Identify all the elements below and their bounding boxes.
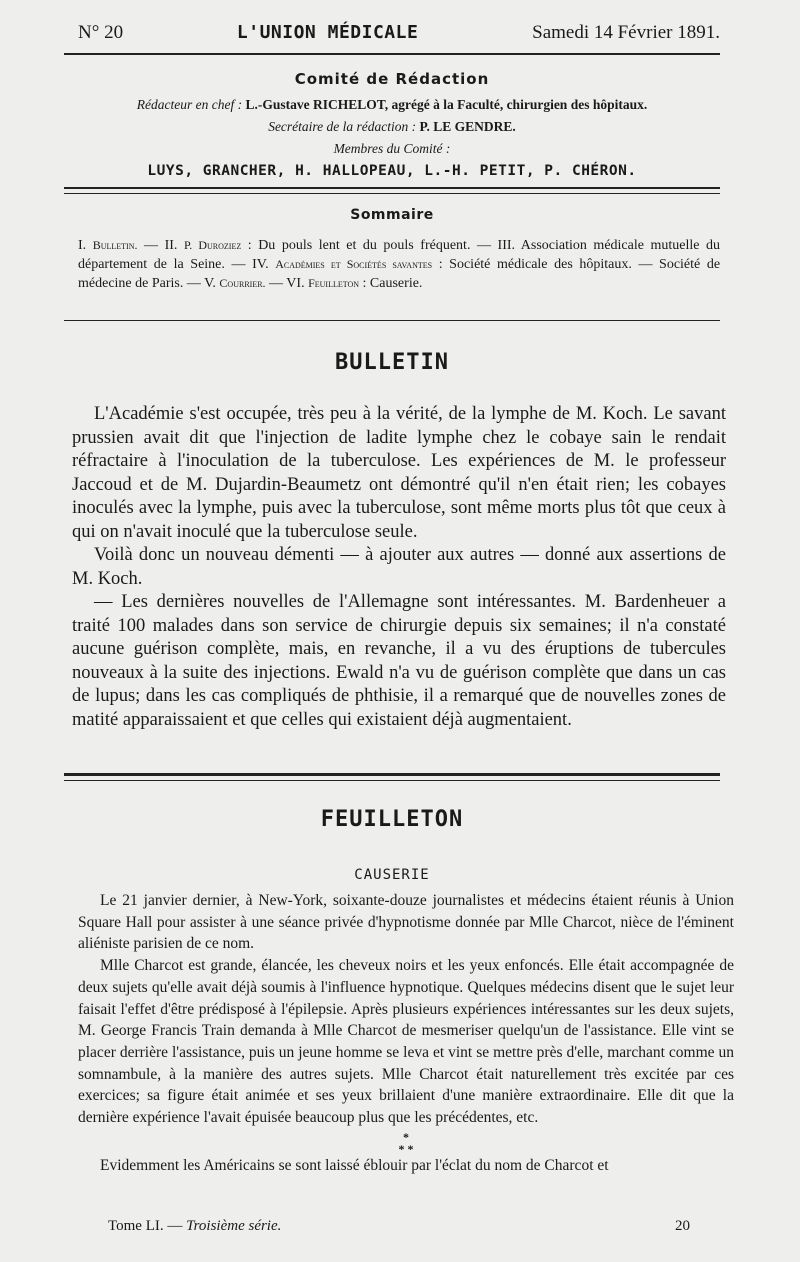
summary-item: III. Association médicale mutuelle du département de la Seine. — [78, 238, 721, 272]
committee-rule-bottom — [64, 193, 720, 194]
header-rule — [64, 53, 720, 55]
editor-name: L.-Gustave RICHELOT, agrégé à la Faculté, chirurgien des hôpitaux. — [245, 97, 648, 112]
summary-item: VI. Feuilleton : Causerie. — [286, 276, 423, 291]
secretary-label: Secrétaire de la rédaction : — [268, 119, 417, 134]
committee-rule-top — [64, 187, 720, 189]
editor-line — [64, 94, 720, 116]
summary-rule — [64, 320, 720, 321]
bulletin-body — [72, 403, 726, 732]
committee-title: Comité de Rédaction — [294, 70, 490, 88]
summary-item: I. Bulletin. — [78, 238, 138, 253]
bulletin-paragraph: L'Académie s'est occupée, très peu à la vérité, de la lymphe de M. Koch. Le savant prussien avait dit que l'injection de ladite lymphe chez le cobaye sain le rendait réfractaire à l'inoculation de la tuberculose. Les expériences de M. le professeur Jaccoud et de M. Dujardin-Beaumetz ont démontré qu'il n'en était rien; les cobayes inoculés avec la lymphe, puis avec la tuberculose, sont même morts plus tôt que ceux à qui on n'avait inoculé que la tuberculose seule. — [72, 404, 726, 542]
secretary-line — [64, 116, 720, 138]
feuilleton-title: FEUILLETON — [320, 807, 464, 832]
issue-date: Samedi 14 Février 1891. — [532, 22, 720, 43]
members-label: Membres du Comité : — [333, 141, 451, 156]
volume-info: Tome LI. — Troisième série. — [108, 1218, 282, 1234]
causerie-body — [78, 890, 734, 1176]
summary-item: IV. Académies et Sociétés savantes : Société médicale des hôpitaux. — Société de médecine de Paris. — [78, 257, 721, 291]
causerie-paragraph: Le 21 janvier dernier, à New-York, soixante-douze journalistes et médecins étaient réunis à Union Square Hall pour assister à une séance privée d'hypnotisme donnée par Mlle Charcot, nièce de l'éminent aliéniste parisien de ce nom. — [78, 892, 734, 953]
causerie-title: CAUSERIE — [354, 867, 430, 883]
section-separator: * * * — [398, 1129, 414, 1156]
page-header — [78, 22, 720, 44]
editorial-committee — [64, 70, 720, 182]
editor-label: Rédacteur en chef : — [136, 97, 243, 112]
summary-item: II. P. Duroziez : Du pouls lent et du pouls fréquent. — [164, 238, 471, 253]
page-number: 20 — [675, 1218, 690, 1234]
bulletin-title: BULLETIN — [335, 350, 449, 375]
summary-item: V. Courrier. — [204, 276, 266, 291]
causerie-last-line: Evidemment les Américains se sont laissé éblouir par l'éclat du nom de Charcot et — [100, 1156, 609, 1174]
members-label-line — [64, 138, 720, 160]
page-footer — [108, 1218, 690, 1235]
summary-list: I. Bulletin. — II. P. Duroziez : Du pouls lent et du pouls fréquent. — III. Association médicale mutuelle du département de la Seine. — IV. Académies et Sociétés savantes : Société médicale des hôpitaux. — Société de médecine de Paris. — V. Courrier. — VI. Feuilleton : Causerie. — [78, 238, 721, 291]
summary-title: Sommaire — [350, 207, 434, 223]
bulletin-paragraph: — Les dernières nouvelles de l'Allemagne sont intéressantes. M. Bardenheuer a traité 100 malades dans son service de chirurgie depuis six semaines; il n'a constaté aucune guérison complète, mais, en revanche, il a vu des éruptions de tubercules nouveaux à la suite des injections. Ewald n'a vu de guérison complète que dans un cas de lupus; dans les cas compliqués de phthisie, il a remarqué que de nouvelles zones de matité apparaissaient et que celles qui existaient déjà augmentaient. — [72, 592, 726, 730]
members-list: LUYS, GRANCHER, H. HALLOPEAU, L.-H. PETIT, P. CHÉRON. — [147, 163, 637, 179]
feuilleton-rule-bottom — [64, 780, 720, 781]
feuilleton-rule-top — [64, 773, 720, 776]
secretary-name: P. LE GENDRE. — [419, 119, 516, 134]
causerie-paragraph: Mlle Charcot est grande, élancée, les cheveux noirs et les yeux enfoncés. Elle était accompagnée de deux sujets qu'elle avait déjà soumis à l'influence hypnotique. Quelques médecins disent que le sujet leur faisait l'effet d'être prédisposé à l'épilepsie. Après plusieurs expériences intéressantes sur les deux sujets, M. George Francis Train demanda à Mlle Charcot de mesmeriser quelqu'un de l'assistance. Elle vint se placer derrière l'assistance, puis un jeune homme se leva et vint se mettre près d'elle, marchant comme un somnambule, à la manière des autres sujets. Mlle Charcot était naturellement très excitée par ces exercices; sa figure était animée et ses yeux brillaient d'une manière extraordinaire. Elle dit que la dernière expérience l'avait épuisée beaucoup plus que les précédentes, etc. — [78, 957, 734, 1127]
journal-title: L'UNION MÉDICALE — [236, 22, 419, 43]
issue-number: N° 20 — [78, 22, 124, 43]
bulletin-paragraph: Voilà donc un nouveau démenti — à ajouter aux autres — donné aux assertions de M. Koch. — [72, 545, 726, 589]
